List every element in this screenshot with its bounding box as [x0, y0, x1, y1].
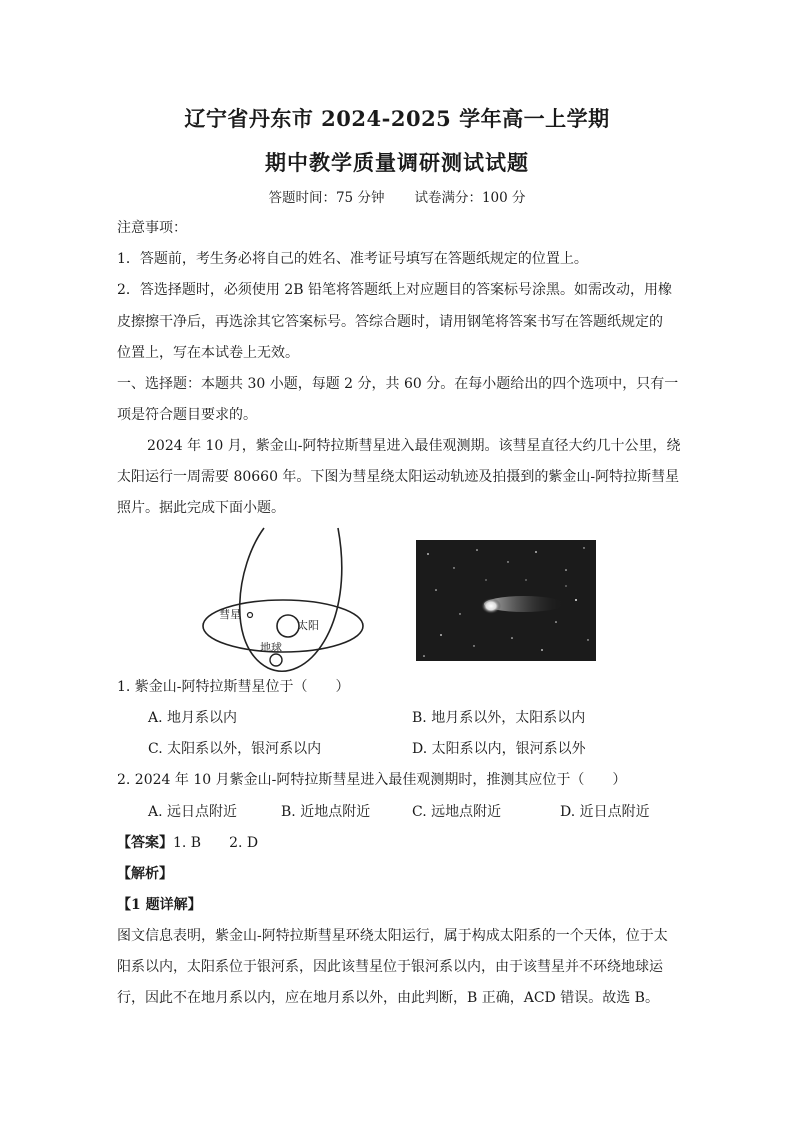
- q2-option-a: A. 远日点附近: [148, 804, 238, 820]
- exam-time: 答题时间：75 分钟: [268, 190, 385, 206]
- analysis-line3: 行，因此不在地月系以内，应在地月系以外，由此判断，B 正确，ACD 错误。故选 B。: [117, 990, 659, 1006]
- comet-photo: [416, 540, 596, 661]
- exam-subtitle: [0, 186, 794, 206]
- exam-title-line1: 辽宁省丹东市 2024-2025 学年高一上学期: [184, 106, 610, 131]
- section-heading-line1: 一、选择题：本题共 30 小题，每题 2 分，共 60 分。在每小题给出的四个选项中，只有一: [117, 376, 679, 392]
- q1-option-a: A. 地月系以内: [148, 710, 238, 726]
- orbit-diagram: [196, 526, 370, 696]
- analysis-line2: 阳系以内，太阳系位于银河系，因此该彗星位于银河系以内，由于该彗星并不环绕地球运: [117, 959, 663, 975]
- analysis-line1: 图文信息表明，紫金山-阿特拉斯彗星环绕太阳运行，属于构成太阳系的一个天体，位于太: [117, 928, 668, 944]
- notes-item-2-line1: 2．答选择题时，必须使用 2B 铅笔将答题纸上对应题目的答案标号涂黑。如需改动，用橡: [117, 282, 673, 298]
- exam-title-line2: 期中教学质量调研测试试题: [265, 150, 529, 175]
- passage-line2: 太阳运行一周需要 80660 年。下图为彗星绕太阳运动轨迹及拍摄到的紫金山-阿特拉斯彗星: [117, 469, 680, 485]
- q2-option-b: B. 近地点附近: [281, 804, 371, 820]
- q2-stem: 2. 2024 年 10 月紫金山-阿特拉斯彗星进入最佳观测期时，推测其应位于（ ）: [117, 772, 627, 788]
- passage-line1: 2024 年 10 月，紫金山-阿特拉斯彗星进入最佳观测期。该彗星直径大约几十公里，绕: [147, 438, 681, 454]
- q1-option-d: D. 太阳系以内，银河系以外: [412, 741, 586, 757]
- comet-head: [481, 598, 501, 614]
- q1-option-c: C. 太阳系以外，银河系以内: [148, 741, 322, 757]
- answer-label: 【答案】: [117, 835, 173, 851]
- analysis-label: 【解析】: [117, 866, 173, 882]
- q1-option-b: B. 地月系以外，太阳系以内: [412, 710, 586, 726]
- notes-item-1: 1．答题前，考生务必将自己的姓名、准考证号填写在答题纸规定的位置上。: [117, 251, 588, 267]
- comet-dot: [248, 613, 253, 618]
- q1-stem: 1. 紫金山-阿特拉斯彗星位于（ ）: [117, 679, 350, 695]
- notes-item-2-line2: 皮擦擦干净后，再选涂其它答案标号。答综合题时，请用钢笔将答案书写在答题纸规定的: [117, 314, 663, 330]
- sun-label: 太阳: [297, 619, 319, 632]
- q2-option-d: D. 近日点附近: [560, 804, 650, 820]
- exam-score: 试卷满分：100 分: [414, 190, 526, 206]
- sun-circle: [277, 615, 299, 637]
- answer-value: 1. B 2. D: [173, 835, 259, 851]
- section-heading-line2: 项是符合题目要求的。: [117, 407, 257, 423]
- answer-line: [117, 832, 258, 852]
- q2-option-c: C. 远地点附近: [412, 804, 502, 820]
- analysis-detail-label: 【1 题详解】: [117, 897, 202, 913]
- earth-label: 地球: [260, 641, 282, 654]
- notes-item-2-line3: 位置上，写在本试卷上无效。: [117, 345, 299, 361]
- comet-label: 彗星: [219, 608, 241, 621]
- passage-line3: 照片。据此完成下面小题。: [117, 500, 285, 516]
- earth-circle: [270, 654, 282, 666]
- notes-heading: 注意事项：: [117, 220, 187, 236]
